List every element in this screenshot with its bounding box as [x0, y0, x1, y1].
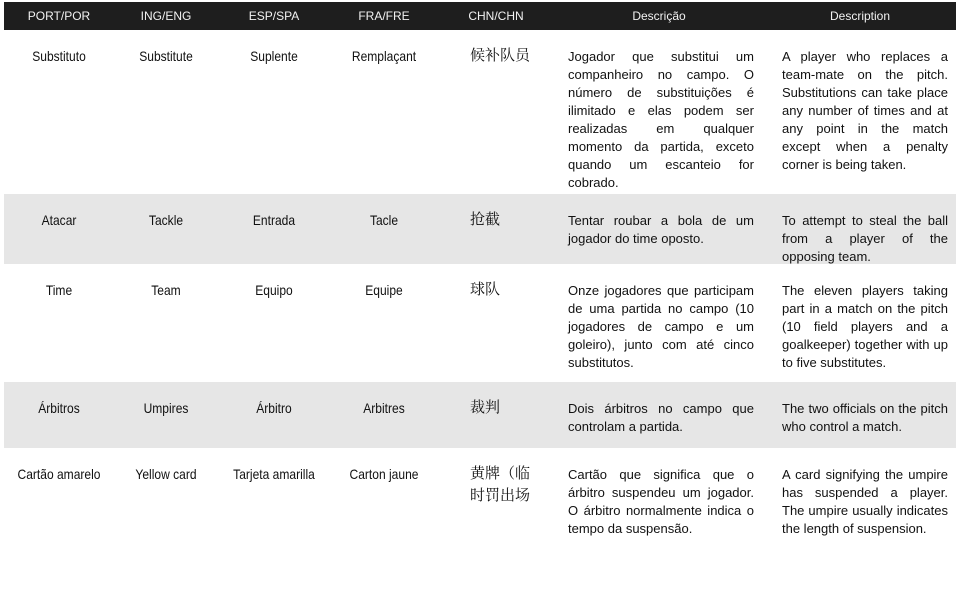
table-row	[4, 448, 956, 558]
term-spa: Árbitro	[256, 400, 292, 416]
description-en: A player who replaces a team-mate on the pitch. Substitutions can take place any number of times and at any point in the match except when a penalty corner is being taken.	[782, 49, 948, 172]
term-spa: Entrada	[252, 212, 296, 228]
term-fra: Tacle	[369, 212, 399, 228]
description-en: The two officials on the pitch who control a match.	[782, 401, 948, 434]
header-spa: ESP/SPA	[248, 9, 300, 23]
glossary-table	[4, 2, 956, 558]
header-chn: CHN/CHN	[468, 9, 524, 23]
term-por: Substituto	[32, 48, 86, 64]
term-fra: Remplaçant	[351, 48, 417, 64]
header-eng: ING/ENG	[140, 9, 192, 23]
table-row	[4, 382, 956, 448]
term-eng: Umpires	[143, 400, 189, 416]
term-spa: Equipo	[255, 282, 293, 298]
description-pt: Onze jogadores que participam de uma partida no campo (10 jogadores de campo e um goleiro), junto com até cinco substitutos.	[568, 283, 754, 370]
term-chn: 裁判	[470, 398, 501, 416]
term-fra: Arbitres	[363, 400, 405, 416]
term-por: Árbitros	[38, 400, 80, 416]
header-por: PORT/POR	[27, 9, 91, 23]
term-fra: Equipe	[365, 282, 403, 298]
term-spa: Suplente	[250, 48, 298, 64]
header-row	[4, 2, 956, 30]
description-en: The eleven players taking part in a match on the pitch (10 field players and a goalkeeper) together with up to five substitutes.	[782, 283, 948, 370]
term-eng: Substitute	[139, 48, 193, 64]
description-pt: Cartão que significa que o árbitro suspendeu um jogador. O árbitro normalmente indica o tempo da suspensão.	[568, 467, 754, 536]
table-row	[4, 30, 956, 194]
term-fra: Carton jaune	[349, 466, 419, 482]
term-chn: 黄牌（临时罚出场	[470, 464, 531, 504]
description-pt: Jogador que substitui um companheiro no campo. O número de substituições é ilimitado e elas podem ser realizadas em qualquer momento da partida, exceto quando um escanteio for cobrado.	[568, 49, 754, 190]
table-row	[4, 264, 956, 382]
term-por: Cartão amarelo	[17, 466, 101, 482]
description-pt: Tentar roubar a bola de um jogador do time oposto.	[568, 213, 754, 246]
header-descricao: Descrição	[632, 9, 686, 23]
term-por: Atacar	[41, 212, 77, 228]
term-chn: 抢截	[470, 210, 501, 228]
term-chn: 球队	[470, 280, 501, 298]
description-pt: Dois árbitros no campo que controlam a partida.	[568, 401, 754, 434]
term-chn: 候补队员	[470, 46, 531, 64]
header-description: Description	[829, 9, 891, 23]
table-row	[4, 194, 956, 264]
description-en: A card signifying the umpire has suspended a player. The umpire usually indicates the length of suspension.	[782, 467, 948, 536]
description-en: To attempt to steal the ball from a player of the opposing team.	[782, 213, 948, 264]
term-eng: Tackle	[148, 212, 184, 228]
term-eng: Yellow card	[135, 466, 197, 482]
term-por: Time	[45, 282, 73, 298]
term-spa: Tarjeta amarilla	[233, 466, 315, 482]
term-eng: Team	[151, 282, 181, 298]
header-fra: FRA/FRE	[358, 9, 410, 23]
